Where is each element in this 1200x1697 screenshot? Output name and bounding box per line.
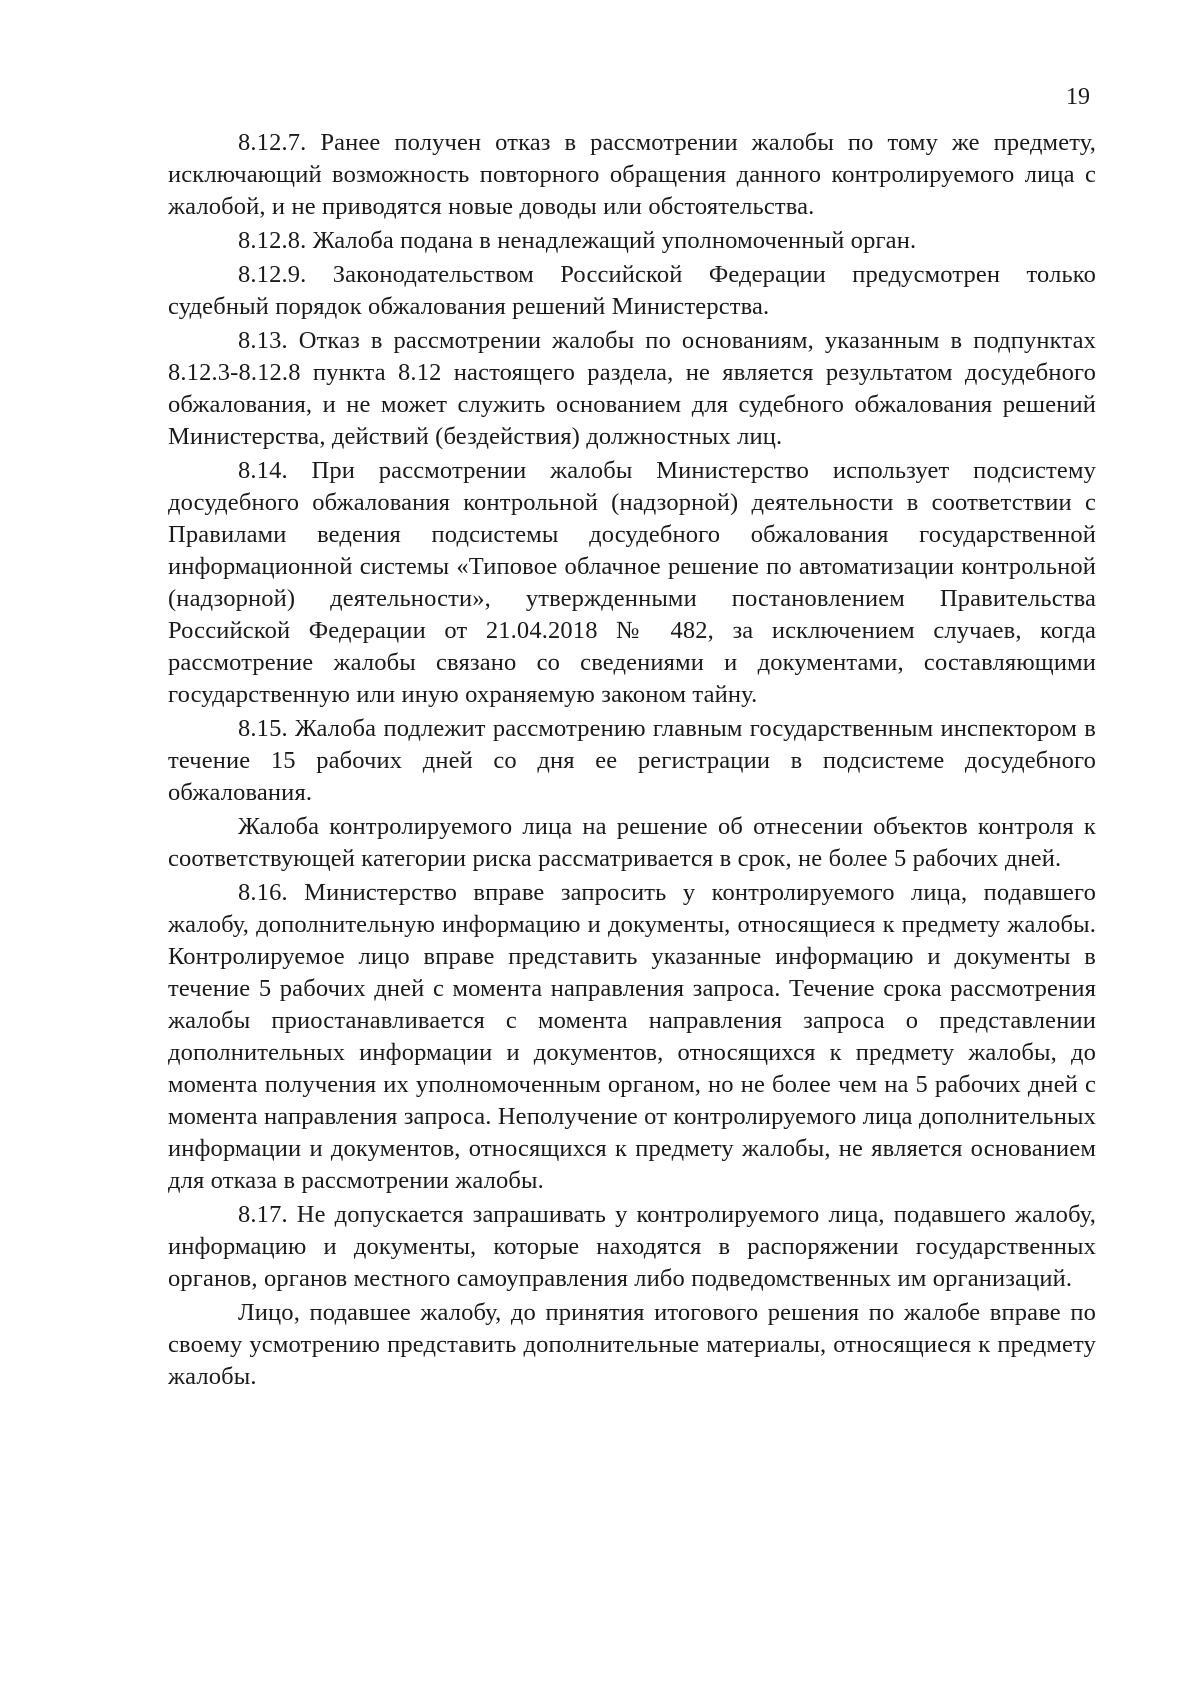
paragraph-8-15-risk-category: Жалоба контролируемого лица на решение об отнесении объектов контроля к соответствующей категории риска рассматривается в срок, не более 5 рабочих дней. <box>168 813 1096 872</box>
paragraph-8-17-additional-materials: Лицо, подавшее жалобу, до принятия итогового решения по жалобе вправе по своему усмотрению представить дополнительные материалы, относящиеся к предмету жалобы. <box>168 1299 1096 1390</box>
paragraph-8-14: 8.14. При рассмотрении жалобы Министерство использует подсистему досудебного обжалования контрольной (надзорной) деятельности в соответствии с Правилами ведения подсистемы досудебного обжалования государственной информационной системы «Типовое облачное решение по автоматизации контрольной (надзорной) деятельности», утвержденными постановлением Правительства Российской Федерации от 21.04.2018 № 482, за исключением случаев, когда рассмотрение жалобы связано со сведениями и документами, составляющими государственную или иную охраняемую законом тайну. <box>168 457 1096 708</box>
paragraph-8-16: 8.16. Министерство вправе запросить у контролируемого лица, подавшего жалобу, дополнительную информацию и документы, относящиеся к предмету жалобы. Контролируемое лицо вправе представить указанные информацию и документы в течение 5 рабочих дней с момента направления запроса. Течение срока рассмотрения жалобы приостанавливается с момента направления запроса о представлении дополнительных информации и документов, относящихся к предмету жалобы, до момента получения их уполномоченным органом, но не более чем на 5 рабочих дней с момента направления запроса. Неполучение от контролируемого лица дополнительных информации и документов, относящихся к предмету жалобы, не является основанием для отказа в рассмотрении жалобы. <box>168 879 1096 1194</box>
paragraph-8-12-9: 8.12.9. Законодательством Российской Федерации предусмотрен только судебный порядок обжалования решений Министерства. <box>168 261 1096 320</box>
paragraph-8-17: 8.17. Не допускается запрашивать у контролируемого лица, подавшего жалобу, информацию и документы, которые находятся в распоряжении государственных органов, органов местного самоуправления либо подведомственных им организаций. <box>168 1201 1096 1292</box>
paragraph-8-12-8: 8.12.8. Жалоба подана в ненадлежащий уполномоченный орган. <box>238 227 917 254</box>
page-number: 19 <box>1066 84 1090 110</box>
paragraph-8-12-7: 8.12.7. Ранее получен отказ в рассмотрении жалобы по тому же предмету, исключающий возможность повторного обращения данного контролируемого лица с жалобой, и не приводятся новые доводы или обстоятельства. <box>168 129 1096 220</box>
document-body <box>168 127 1096 1395</box>
paragraph-8-15: 8.15. Жалоба подлежит рассмотрению главным государственным инспектором в течение 15 рабочих дней со дня ее регистрации в подсистеме досудебного обжалования. <box>168 715 1096 806</box>
paragraph-8-13: 8.13. Отказ в рассмотрении жалобы по основаниям, указанным в подпунктах 8.12.3-8.12.8 пункта 8.12 настоящего раздела, не является результатом досудебного обжалования, и не может служить основанием для судебного обжалования решений Министерства, действий (бездействия) должностных лиц. <box>168 327 1096 450</box>
